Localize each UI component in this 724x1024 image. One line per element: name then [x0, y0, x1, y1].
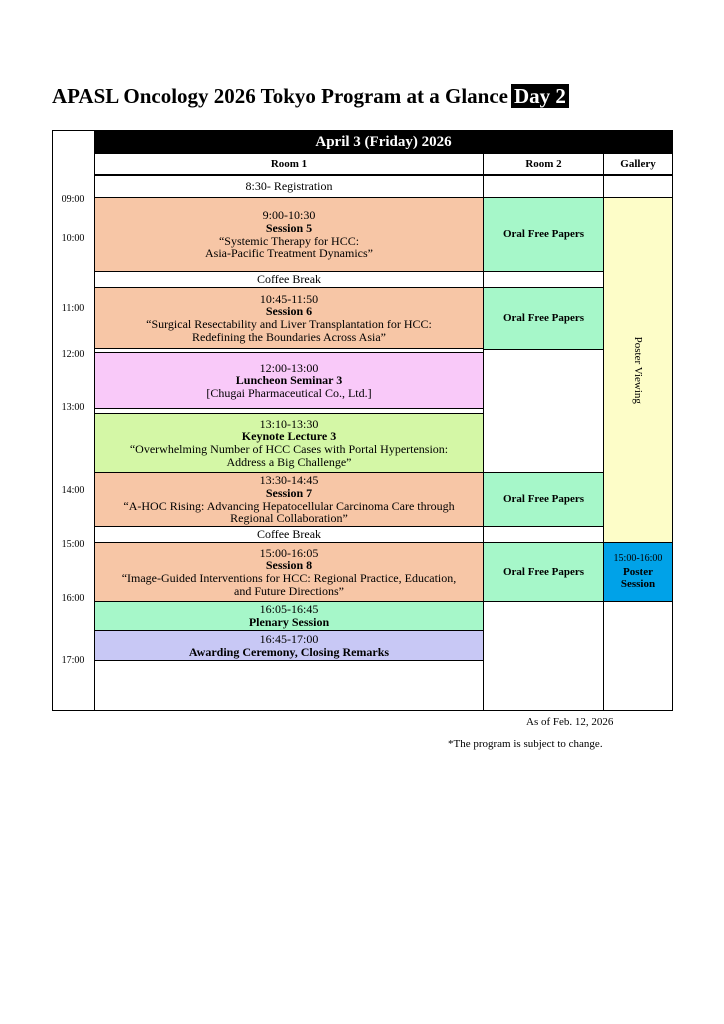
keynote-lecture-3: [94, 413, 484, 473]
luncheon-seminar-3: [94, 352, 484, 409]
session-title: “Surgical Resectability and Liver Transplantation for HCC:: [146, 317, 432, 331]
oral-label: Oral Free Papers: [502, 228, 585, 241]
registration-text: 8:30- Registration: [245, 179, 333, 194]
session-title: Regional Collaboration”: [230, 511, 348, 526]
session-name: Keynote Lecture 3: [241, 429, 337, 444]
time-label: 14:00: [61, 485, 85, 496]
date-header: April 3 (Friday) 2026: [95, 131, 672, 153]
session-title: and Future Directions”: [234, 583, 344, 598]
session-5: [94, 197, 484, 272]
session-name: Session 5: [265, 220, 313, 235]
session-time: 12:00-13:00: [259, 360, 319, 375]
session-name: Session 7: [265, 485, 313, 500]
time-label: 13:00: [61, 402, 85, 413]
title-main: APASL Oncology 2026 Tokyo Program at a Glance: [52, 84, 508, 108]
session-time: 9:00-10:30: [262, 208, 316, 223]
time-label: 10:00: [61, 233, 85, 244]
session-title: “Image-Guided Interventions for HCC: Regional Practice, Education,: [121, 571, 457, 585]
oral-free-papers: [483, 197, 604, 272]
session-8: [94, 542, 484, 602]
room2-empty: [483, 601, 604, 711]
room2-empty: [483, 349, 604, 473]
session-time: 16:05-16:45: [259, 602, 319, 617]
coffee-break-text: Coffee Break: [256, 527, 322, 542]
session-time: 16:45-17:00: [259, 631, 319, 646]
session-title: “Systemic Therapy for HCC:: [218, 233, 360, 248]
session-name: Session 8: [265, 558, 313, 573]
oral-label: Oral Free Papers: [502, 493, 585, 506]
session-time: 13:10-13:30: [259, 416, 319, 431]
session-time: 10:45-11:50: [259, 291, 319, 306]
sponsor: [Chugai Pharmaceutical Co., Ltd.]: [206, 385, 372, 400]
room2-header: Room 2: [483, 153, 604, 175]
awarding-ceremony: [94, 630, 484, 661]
coffee-break: [94, 526, 484, 543]
session-name: Luncheon Seminar 3: [235, 373, 343, 388]
session-time: 13:30-14:45: [259, 473, 319, 488]
registration: [94, 175, 484, 198]
poster-session: [603, 542, 673, 602]
oral-free-papers: [483, 472, 604, 527]
time-label: 09:00: [61, 194, 85, 205]
room2-empty: [483, 271, 604, 288]
session-name: Plenary Session: [248, 615, 330, 629]
session-title: “Overwhelming Number of HCC Cases with Portal Hypertension:: [129, 442, 449, 456]
session-title: Asia-Pacific Treatment Dynamics”: [205, 246, 373, 261]
session-time: 15:00-16:05: [259, 545, 319, 560]
disclaimer: *The program is subject to change.: [448, 738, 603, 750]
time-label: 15:00: [61, 539, 85, 550]
day-badge: Day 2: [511, 84, 569, 108]
session-name: Awarding Ceremony, Closing Remarks: [188, 644, 390, 659]
poster-session-time: 15:00-16:00: [613, 553, 663, 565]
gallery-empty: [603, 601, 673, 711]
poster-session-label: Poster: [623, 565, 653, 578]
session-title: Redefining the Boundaries Across Asia”: [192, 329, 386, 344]
time-label: 12:00: [61, 349, 85, 360]
oral-free-papers: [483, 287, 604, 350]
coffee-break-text: Coffee Break: [256, 272, 322, 287]
gallery-empty: [603, 175, 673, 198]
time-label: 17:00: [61, 655, 85, 666]
oral-label: Oral Free Papers: [502, 312, 585, 325]
session-title: Address a Big Challenge”: [226, 454, 352, 469]
time-label: 16:00: [61, 593, 85, 604]
oral-free-papers: [483, 542, 604, 602]
room2-empty: [483, 175, 604, 198]
session-6: [94, 287, 484, 349]
as-of-date: As of Feb. 12, 2026: [526, 716, 614, 728]
poster-viewing-label: Poster Viewing: [632, 336, 645, 404]
time-label: 11:00: [61, 303, 85, 314]
gallery-header: Gallery: [603, 153, 673, 175]
room1-header: Room 1: [94, 153, 484, 175]
oral-label: Oral Free Papers: [502, 565, 585, 578]
poster-viewing: [603, 197, 673, 543]
poster-session-label: Session: [620, 578, 656, 591]
session-title: “A-HOC Rising: Advancing Hepatocellular Carcinoma Care through: [123, 498, 455, 513]
room2-empty: [483, 526, 604, 543]
session-name: Session 6: [265, 304, 313, 319]
plenary-session: [94, 601, 484, 631]
coffee-break: [94, 271, 484, 288]
session-7: [94, 472, 484, 527]
